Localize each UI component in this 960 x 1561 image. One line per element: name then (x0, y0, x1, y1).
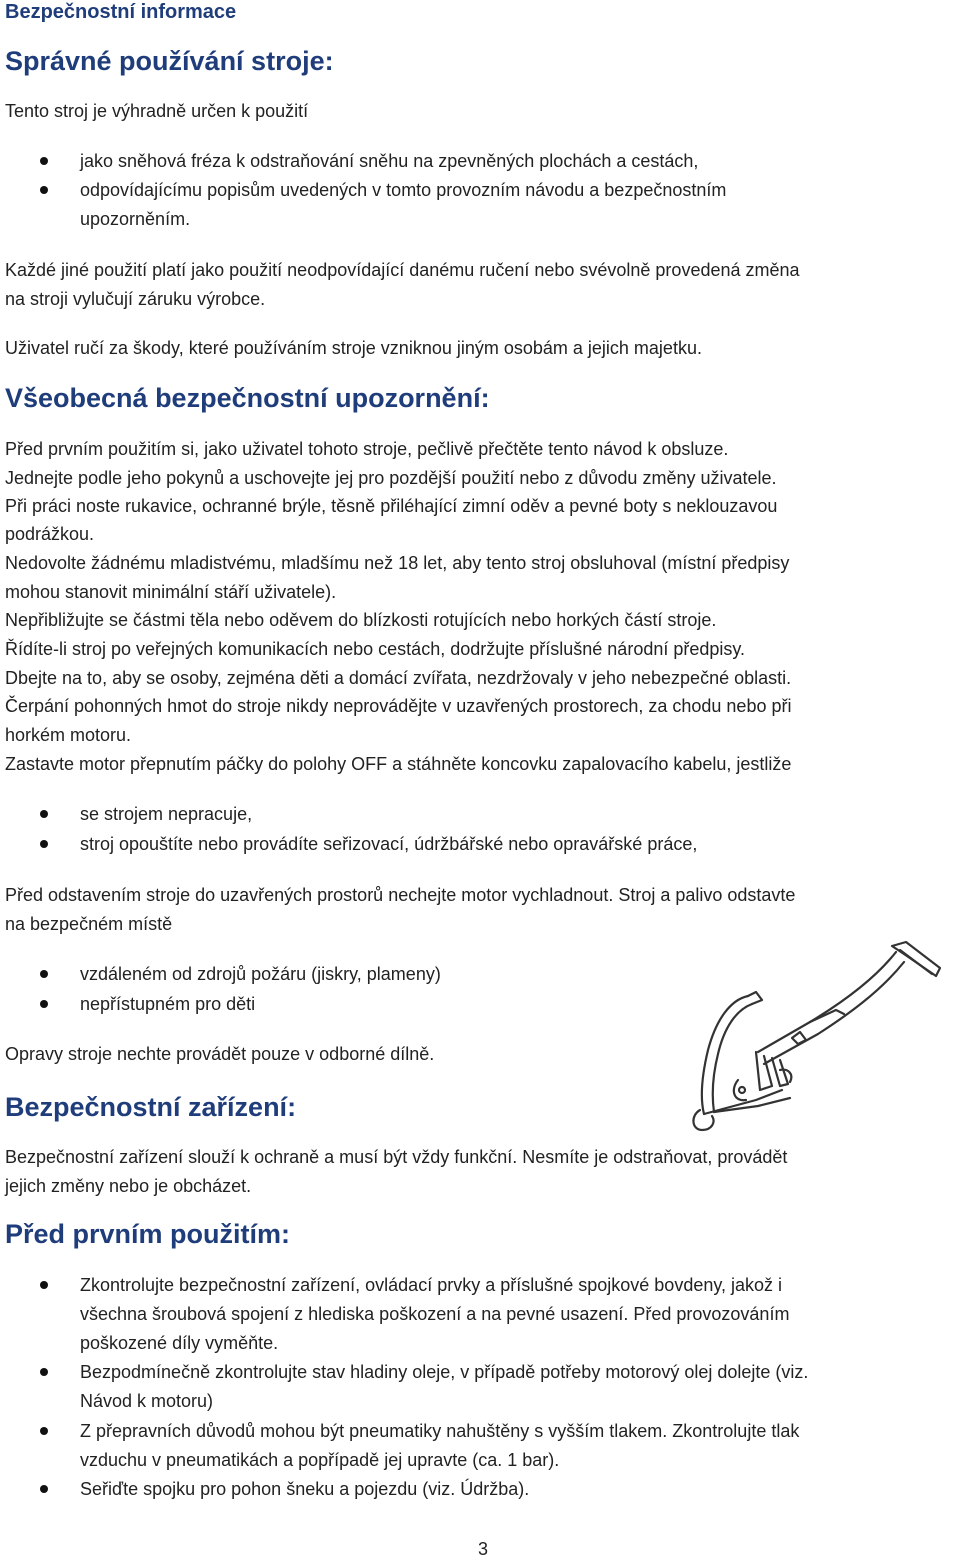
list-item: vzdáleném od zdrojů požáru (jiskry, plameny) (80, 964, 441, 984)
paragraph-repairs: Opravy stroje nechte provádět pouze v odborné dílně. (5, 1044, 435, 1064)
paragraph-line: na stroji vylučují záruku výrobce. (5, 289, 266, 309)
paragraph-line: Každé jiné použití platí jako použití neodpovídající danému ručení nebo svévolně provedená změna (5, 260, 800, 280)
paragraph-line: Před prvním použitím si, jako uživatel tohoto stroje, pečlivě přečtěte tento návod k obsluze. (5, 439, 729, 459)
page-number: 3 (478, 1539, 489, 1559)
list-item-continuation: poškozené díly vyměňte. (80, 1333, 279, 1353)
list-item: Bezpodmínečně zkontrolujte stav hladiny oleje, v případě potřeby motorový olej dolejte (viz. (80, 1362, 809, 1382)
paragraph-line: na bezpečném místě (5, 914, 173, 934)
bullet-dot (40, 1427, 48, 1435)
paragraph-line: Nedovolte žádnému mladistvému, mladšímu než 18 let, aby tento stroj obsluhoval (místní předpisy (5, 553, 790, 573)
list-item-continuation: všechna šroubová spojení z hlediska poškození a na pevné usazení. Před provozováním (80, 1304, 790, 1324)
list-item: odpovídajícímu popisům uvedených v tomto provozním návodu a bezpečnostním (80, 180, 727, 200)
bullet-dot (40, 1281, 48, 1289)
paragraph-line: Jednejte podle jeho pokynů a uschovejte jej pro pozdější použití nebo z důvodu změny uživatele. (5, 468, 777, 488)
list-item-continuation: upozorněním. (80, 209, 191, 229)
bullet-dot (40, 840, 48, 848)
bullet-dot (40, 970, 48, 978)
bullet-dot (40, 186, 48, 194)
bullet-dot (40, 1368, 48, 1376)
bullet-dot (40, 810, 48, 818)
bullet-dot (40, 157, 48, 165)
list-item: jako sněhová fréza k odstraňování sněhu na zpevněných plochách a cestách, (80, 151, 699, 171)
list-item: stroj opouštíte nebo provádíte seřizovací, údržbářské nebo opravářské práce, (80, 834, 698, 854)
paragraph-line: jejich změny nebo je obcházet. (5, 1176, 252, 1196)
paragraph-line: Při práci noste rukavice, ochranné brýle, těsně přiléhající zimní oděv a pevné boty s neklouzavou (5, 496, 778, 516)
heading-safety-devices: Bezpečnostní zařízení: (5, 1092, 297, 1122)
list-item: se strojem nepracuje, (80, 804, 253, 824)
snow-blower-handle-illustration-icon (660, 940, 960, 1140)
page-title: Bezpečnostní informace (5, 1, 237, 23)
list-item: nepřístupném pro děti (80, 994, 256, 1014)
paragraph-liability: Uživatel ručí za škody, které používáním stroje vzniknou jiným osobám a jejich majetku. (5, 338, 702, 358)
proper-use-intro: Tento stroj je výhradně určen k použití (5, 101, 309, 121)
heading-before-first-use: Před prvním použitím: (5, 1219, 291, 1249)
list-item-continuation: Návod k motoru) (80, 1391, 214, 1411)
paragraph-line: Čerpání pohonných hmot do stroje nikdy neprovádějte v uzavřených prostorech, za chodu nebo při (5, 696, 792, 716)
list-item: Zkontrolujte bezpečnostní zařízení, ovládací prvky a příslušné spojkové bovdeny, jakož i (80, 1275, 783, 1295)
paragraph-line: Bezpečnostní zařízení slouží k ochraně a musí být vždy funkční. Nesmíte je odstraňovat, provádět (5, 1147, 788, 1167)
paragraph-line: Dbejte na to, aby se osoby, zejména děti a domácí zvířata, nezdržovaly v jeho nebezpečné oblasti. (5, 668, 792, 688)
list-item-continuation: vzduchu v pneumatikách a popřípadě jej upravte (ca. 1 bar). (80, 1450, 560, 1470)
paragraph-line: Před odstavením stroje do uzavřených prostorů nechejte motor vychladnout. Stroj a palivo odstavte (5, 885, 796, 905)
list-item: Z přepravních důvodů mohou být pneumatiky nahuštěny s vyšším tlakem. Zkontrolujte tlak (80, 1421, 800, 1441)
paragraph-line: Zastavte motor přepnutím páčky do polohy OFF a stáhněte koncovku zapalovacího kabelu, jestliže (5, 754, 792, 774)
paragraph-line: mohou stanovit minimální stáří uživatele). (5, 582, 337, 602)
heading-proper-use: Správné používání stroje: (5, 46, 334, 76)
bullet-dot (40, 1000, 48, 1008)
paragraph-line: horkém motoru. (5, 725, 132, 745)
paragraph-line: podrážkou. (5, 524, 95, 544)
bullet-dot (40, 1485, 48, 1493)
paragraph-line: Nepřibližujte se částmi těla nebo oděvem do blízkosti rotujících nebo horkých částí stroje. (5, 610, 717, 630)
list-item: Seřiďte spojku pro pohon šneku a pojezdu (viz. Údržba). (80, 1479, 530, 1499)
paragraph-line: Řídíte-li stroj po veřejných komunikacích nebo cestách, dodržujte příslušné národní předpisy. (5, 639, 746, 659)
heading-general-safety: Všeobecná bezpečnostní upozornění: (5, 383, 490, 413)
